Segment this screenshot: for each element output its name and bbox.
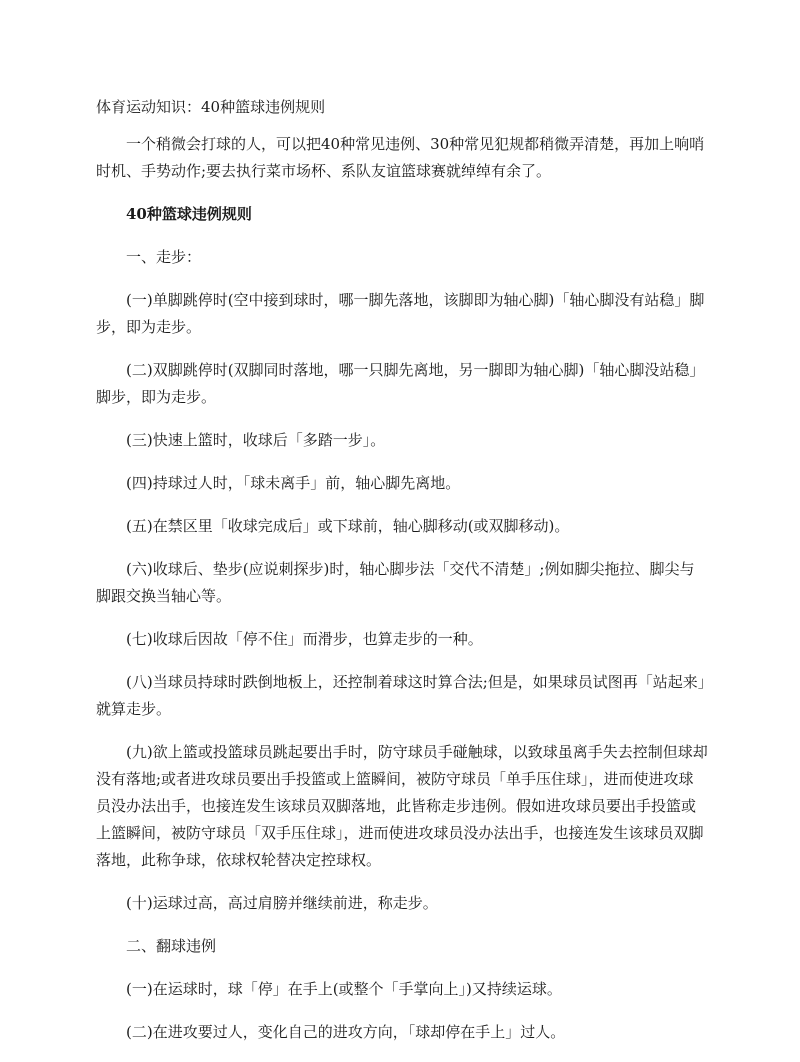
document-title: 体育运动知识：40种篮球违例规则 <box>96 98 326 116</box>
part1-heading: 一、走步： <box>126 248 202 266</box>
rule-item: (九)欲上篮或投篮球员跳起要出手时，防守球员手碰触球，以致球虽离手失去控制但球却没有落地;或者进攻球员要出手投篮或上篮瞬间，被防守球员「单手压住球」，进而使进攻球员没办法出手，也接连发生该球员双脚落地，此皆称走步违例。假如进攻球员要出手投篮或上篮瞬间，被防守球员「双手压住球」，进而使进攻球员没办法出手，也接连发生该球员双脚落地，此称争球，依球权轮替决定控球权。 <box>96 743 708 869</box>
section-heading: 40种篮球违例规则 <box>126 205 252 223</box>
rule-item: (五)在禁区里「收球完成后」或下球前，轴心脚移动(或双脚移动)。 <box>126 517 570 535</box>
intro-paragraph: 一个稍微会打球的人，可以把40种常见违例、30种常见犯规都稍微弄清楚，再加上响哨时机、手势动作;要去执行菜市场杯、系队友谊篮球赛就绰绰有余了。 <box>96 135 705 180</box>
rule-item: (六)收球后、垫步(应说刺探步)时，轴心脚步法「交代不清楚」;例如脚尖拖拉、脚尖与脚跟交换当轴心等。 <box>96 560 695 605</box>
rule-item: (四)持球过人时，「球未离手」前，轴心脚先离地。 <box>126 474 461 492</box>
rule-item: (二)双脚跳停时(双脚同时落地，哪一只脚先离地，另一脚即为轴心脚)「轴心脚没站稳」脚步，即为走步。 <box>96 361 705 406</box>
rule-item: (十)运球过高，高过肩膀并继续前进，称走步。 <box>126 894 438 912</box>
rule-item: (一)单脚跳停时(空中接到球时，哪一脚先落地，该脚即为轴心脚)「轴心脚没有站稳」脚步，即为走步。 <box>96 291 705 336</box>
part2-heading: 二、翻球违例 <box>126 937 217 955</box>
document-body <box>96 94 708 1062</box>
rule-item: (二)在进攻要过人，变化自己的进攻方向，「球却停在手上」过人。 <box>126 1023 566 1041</box>
rule-item: (三)快速上篮时，收球后「多踏一步」。 <box>126 431 386 449</box>
rule-item: (八)当球员持球时跌倒地板上，还控制着球这时算合法;但是，如果球员试图再「站起来」就算走步。 <box>96 673 706 718</box>
rule-item: (七)收球后因故「停不住」而滑步，也算走步的一种。 <box>126 630 483 648</box>
rule-item: (一)在运球时，球「停」在手上(或整个「手掌向上」)又持续运球。 <box>126 980 562 998</box>
